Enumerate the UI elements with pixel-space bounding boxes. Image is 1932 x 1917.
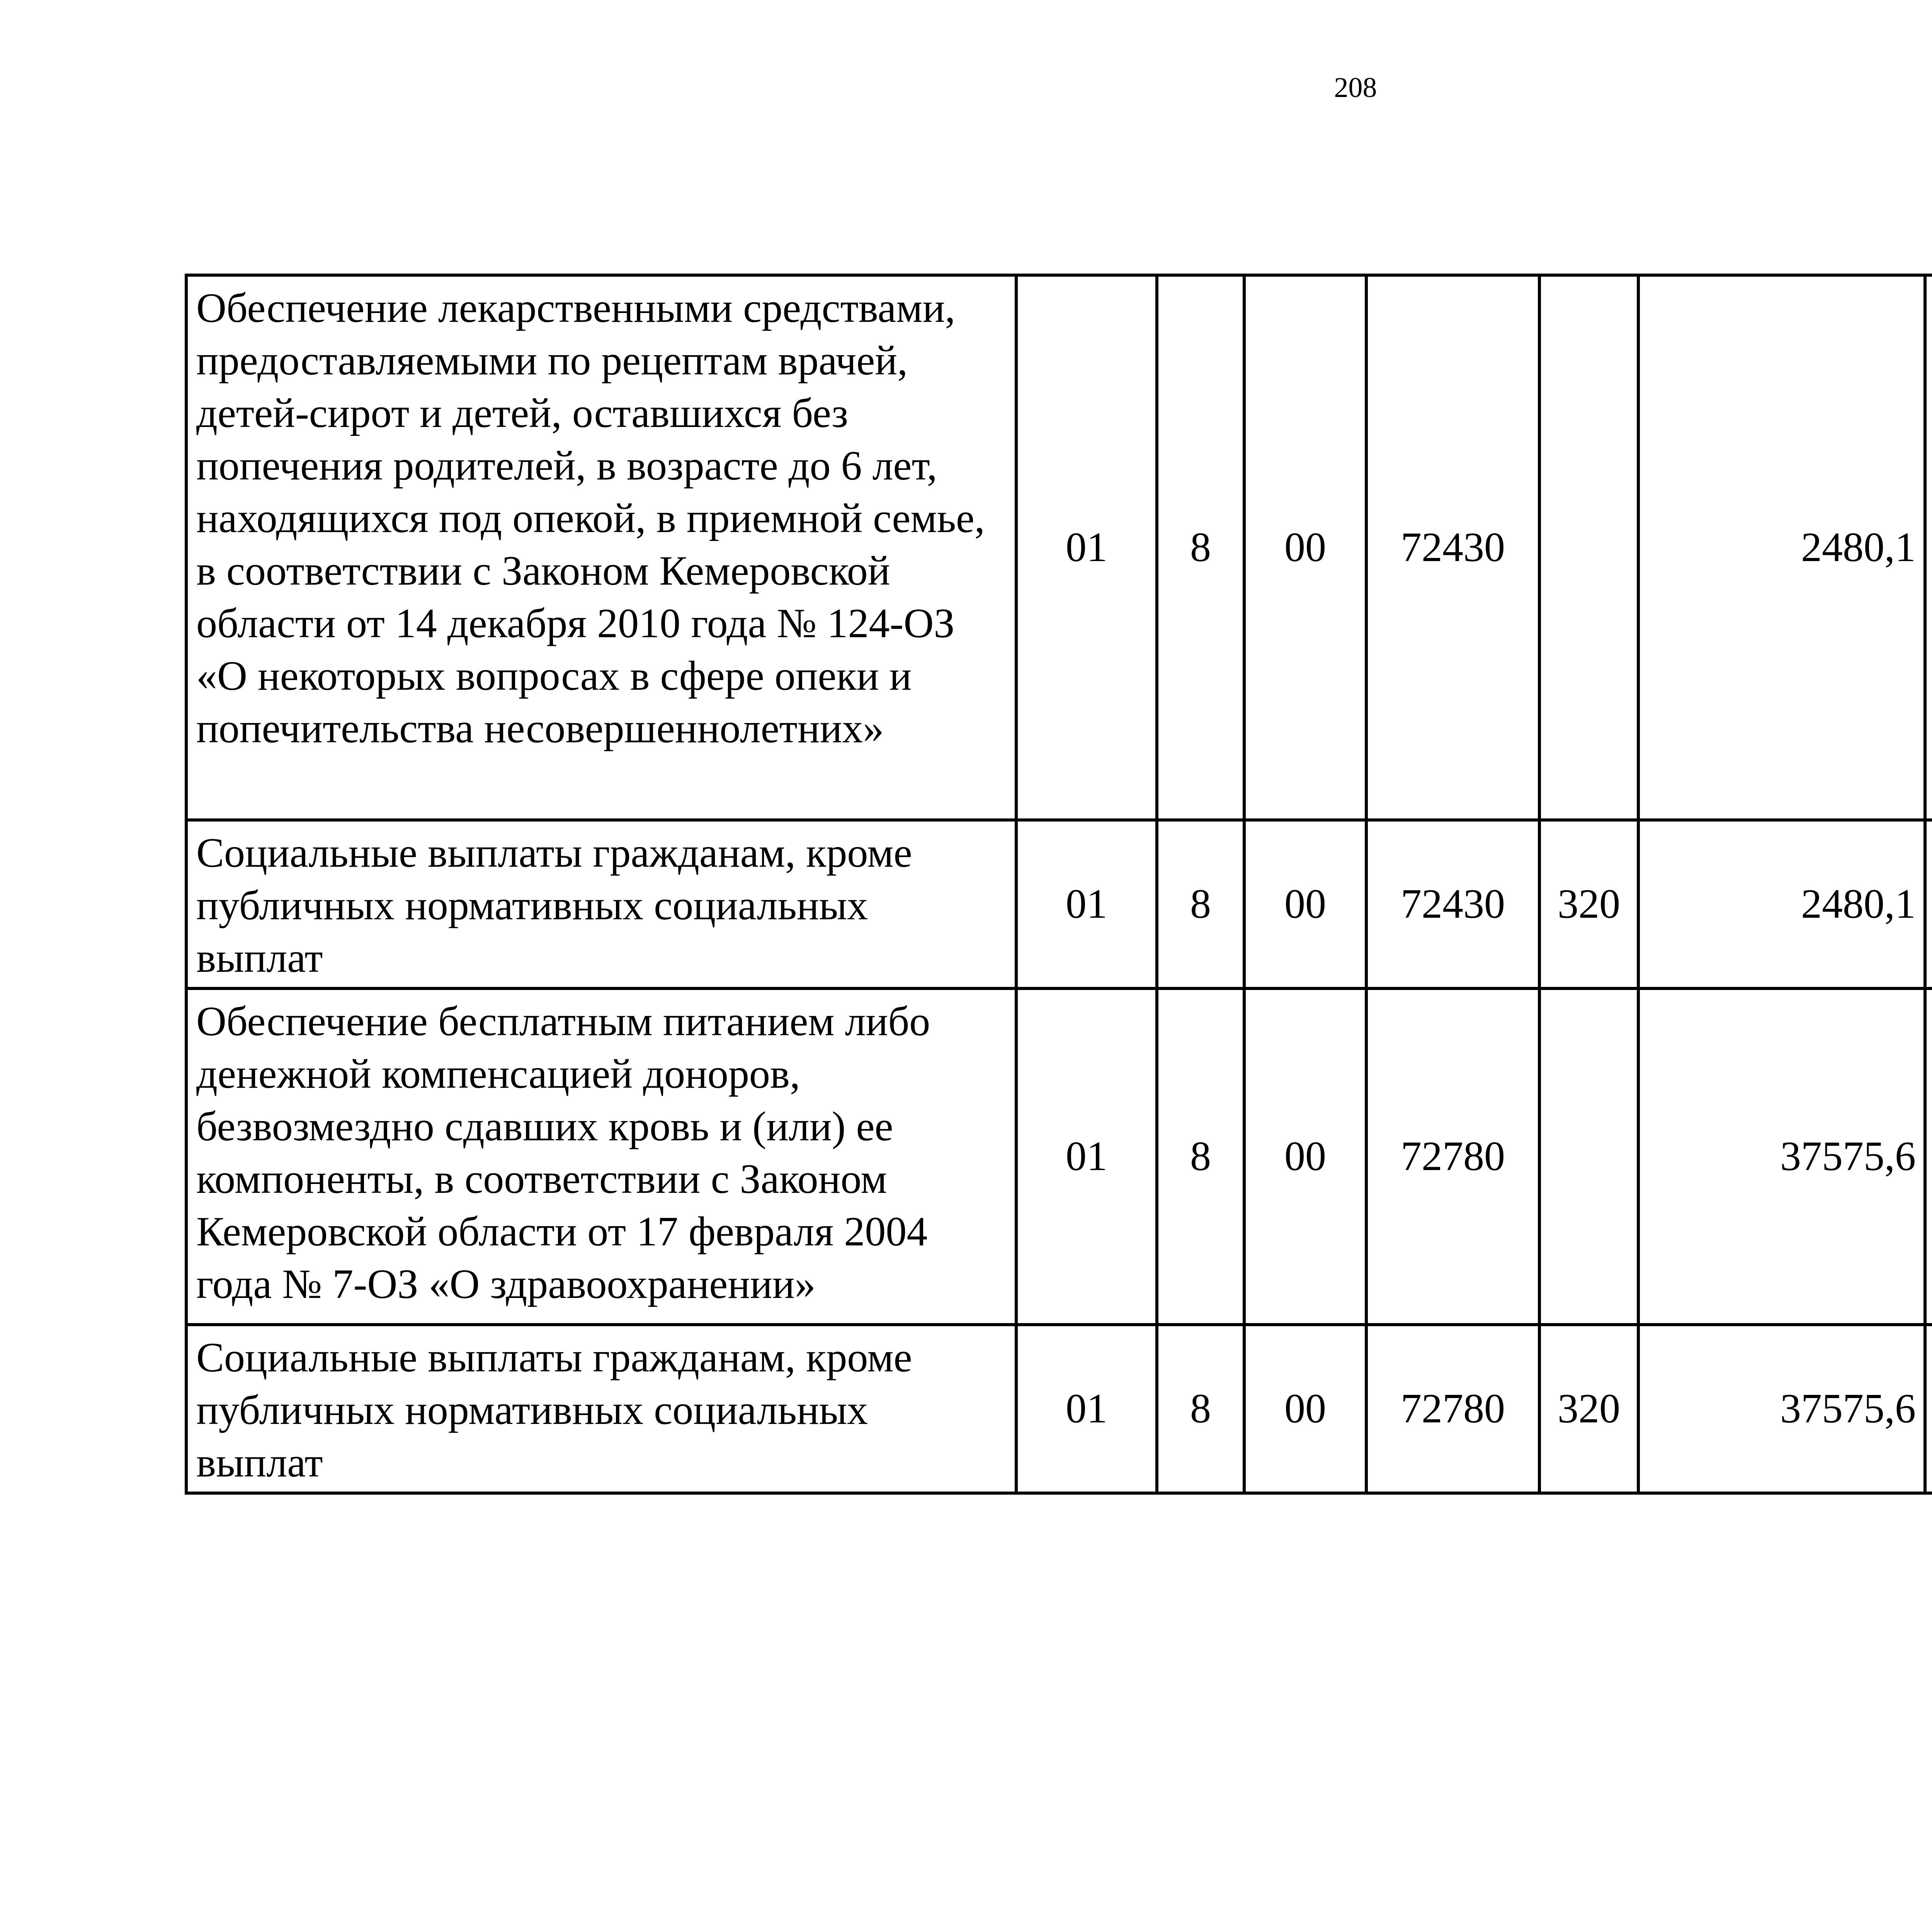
- program-code: 01: [1016, 820, 1157, 988]
- amount-year-2: [1925, 1325, 1932, 1493]
- row-description: Обеспечение лекарственными средствами, предоставляемыми по рецептам врачей, детей-сирот и детей, оставшихся без попечения родителей, в возрасте до 6 лет, находящихся под опекой, в приемной семье, в соответствии с Законом Кемеровской области от 14 декабря 2010 года № 124-ОЗ «О некоторых вопросах в сфере опеки и попечительства несовершеннолетних»: [186, 275, 1016, 820]
- row-description: Обеспечение бесплатным питанием либо денежной компенсацией доноров, безвозмездно сдавших кровь и (или) ее компоненты, в соответствии с Законом Кемеровской области от 17 февраля 2004 года № 7-ОЗ «О здравоохранении»: [186, 988, 1016, 1325]
- target-code: 72430: [1366, 275, 1539, 820]
- subprogram-code: 8: [1157, 1325, 1244, 1493]
- table-row: [186, 988, 1932, 1325]
- amount-year-1: 2480,1: [1638, 275, 1925, 820]
- table-row: [186, 820, 1932, 988]
- amount-year-1: 37575,6: [1638, 1325, 1925, 1493]
- expense-type-code: 320: [1539, 820, 1638, 988]
- row-description: Социальные выплаты гражданам, кроме публичных нормативных социальных выплат: [186, 1325, 1016, 1493]
- subprogram-code: 8: [1157, 275, 1244, 820]
- page-number: 208: [1334, 72, 1377, 104]
- subprogram-code: 8: [1157, 988, 1244, 1325]
- expense-type-code: 320: [1539, 1325, 1638, 1493]
- amount-year-2: [1925, 275, 1932, 820]
- program-code: 01: [1016, 988, 1157, 1325]
- expense-type-code: [1539, 988, 1638, 1325]
- expense-type-code: [1539, 275, 1638, 820]
- amount-year-2: [1925, 820, 1932, 988]
- program-code: 01: [1016, 1325, 1157, 1493]
- table-row: [186, 275, 1932, 820]
- budget-table: [185, 274, 1932, 1495]
- direction-code: 00: [1244, 275, 1366, 820]
- program-code: 01: [1016, 275, 1157, 820]
- target-code: 72780: [1366, 1325, 1539, 1493]
- table-row: [186, 1325, 1932, 1493]
- amount-year-2: [1925, 988, 1932, 1325]
- amount-year-1: 37575,6: [1638, 988, 1925, 1325]
- direction-code: 00: [1244, 1325, 1366, 1493]
- subprogram-code: 8: [1157, 820, 1244, 988]
- direction-code: 00: [1244, 988, 1366, 1325]
- target-code: 72780: [1366, 988, 1539, 1325]
- direction-code: 00: [1244, 820, 1366, 988]
- row-description: Социальные выплаты гражданам, кроме публичных нормативных социальных выплат: [186, 820, 1016, 988]
- amount-year-1: 2480,1: [1638, 820, 1925, 988]
- target-code: 72430: [1366, 820, 1539, 988]
